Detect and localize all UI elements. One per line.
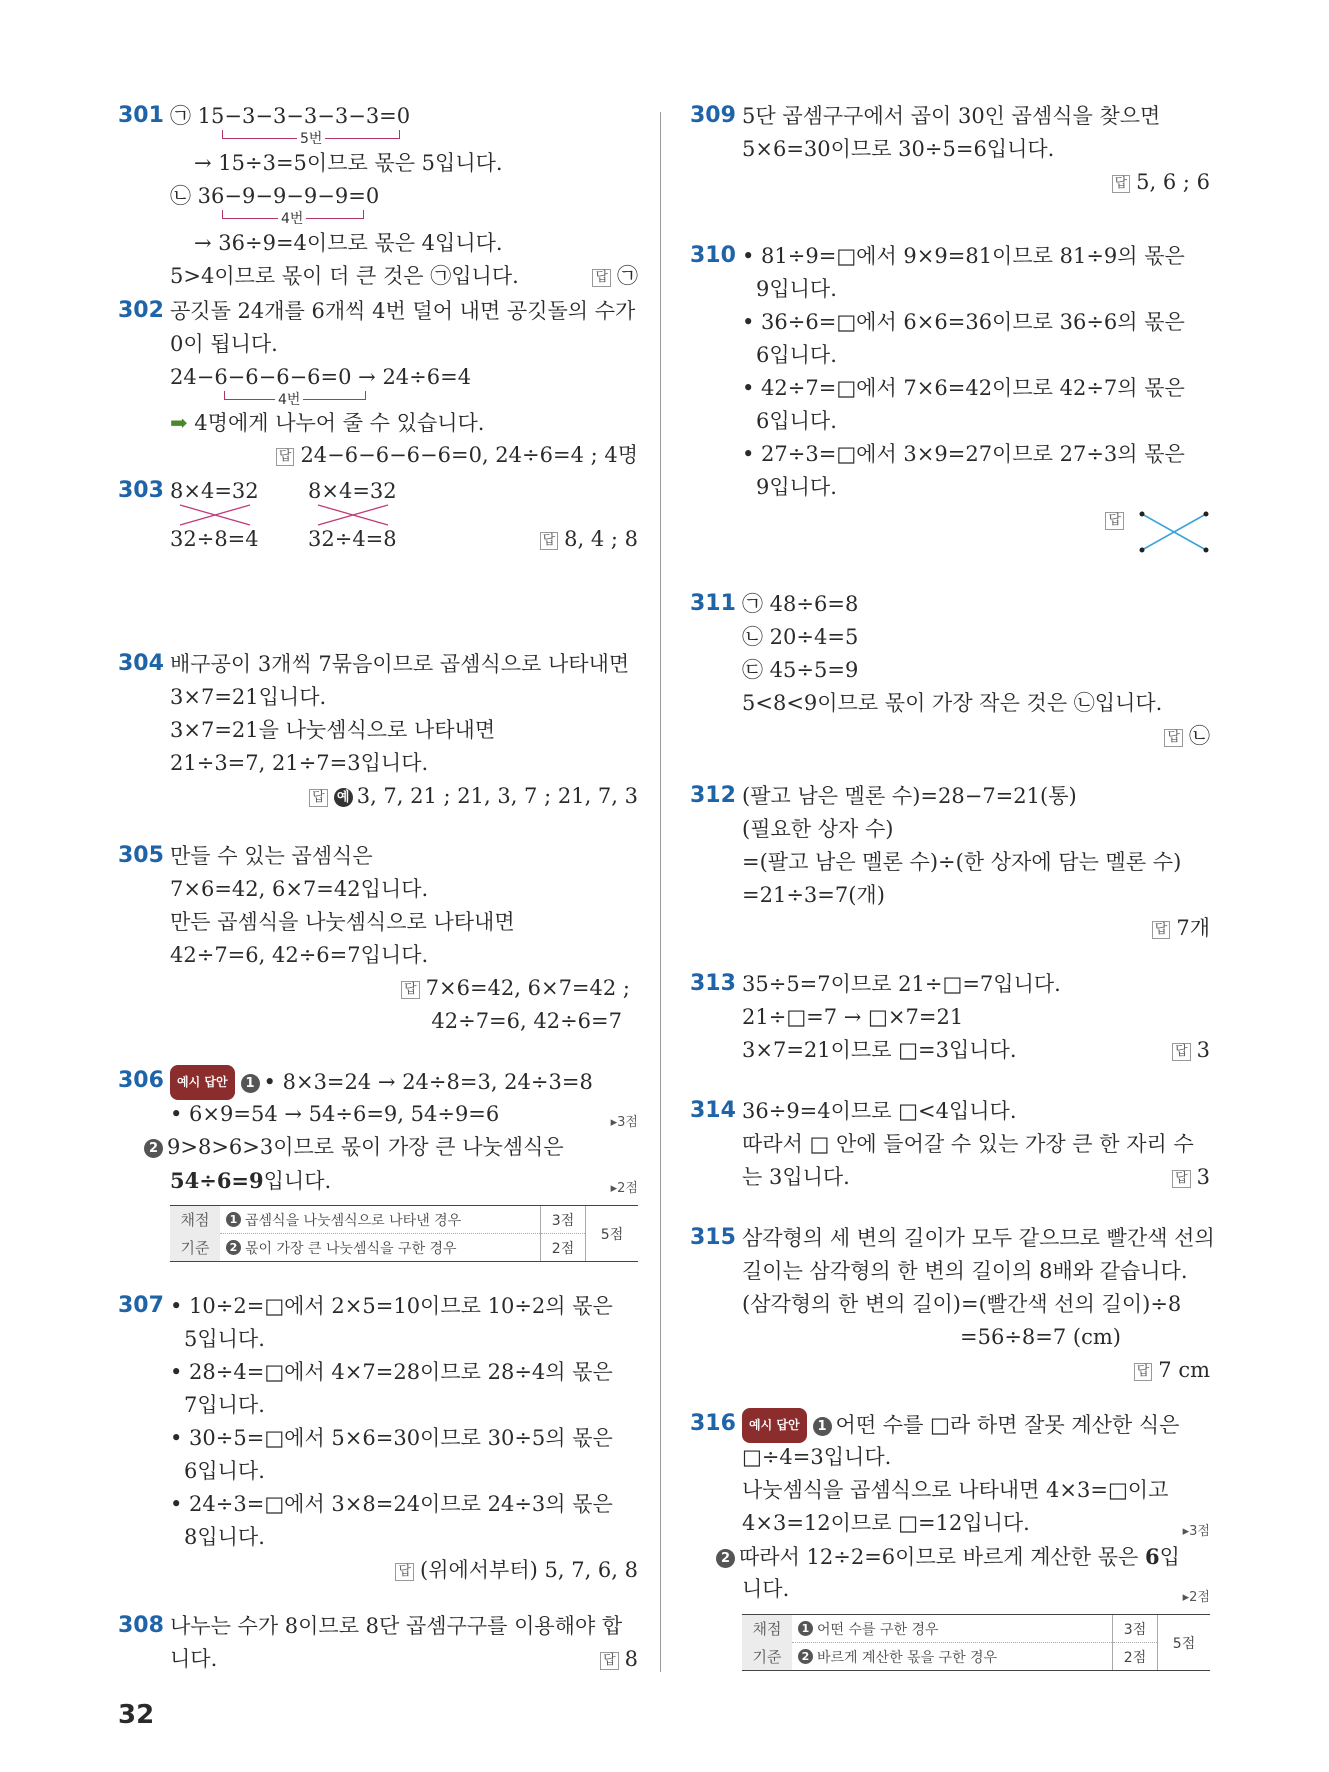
solution-text: 5>4이므로 몫이 더 큰 것은 ㉠입니다. <box>170 264 519 288</box>
solution-text: • 8×3=24 → 24÷8=3, 24÷3=8 <box>263 1070 593 1094</box>
solution-line: 36÷9=4이므로 □<4입니다. <box>742 1099 1017 1123</box>
solution-line: 8입니다. <box>184 1525 265 1549</box>
scoring-label: 채점 <box>170 1206 220 1234</box>
problem-number: 303 <box>118 478 164 503</box>
solution-text: 3×7=21이므로 □=3입니다. <box>742 1038 1017 1062</box>
solution-text: 는 3입니다. <box>742 1165 850 1189</box>
answer-tag: 답 <box>401 981 420 999</box>
criteria-row: 2 몫이 가장 큰 나눗셈식을 구한 경우 <box>220 1234 541 1262</box>
answer-tag: 답 <box>1134 1363 1153 1381</box>
brace-label: 4번 <box>275 389 303 409</box>
problem-number: 310 <box>690 243 736 268</box>
answer-value: ㉡ <box>1189 724 1210 748</box>
criteria-text: 몫이 가장 큰 나눗셈식을 구한 경우 <box>245 1240 457 1257</box>
solution-line: 5입니다. <box>184 1327 265 1351</box>
solution-line: 6입니다. <box>756 343 837 367</box>
equation: 8×4=32 <box>308 479 397 503</box>
solution-line <box>170 260 638 293</box>
answer <box>170 1554 638 1587</box>
solution-line: ㉡ 36−9−9−9−9=0 <box>170 184 380 208</box>
solution-line <box>742 1507 1210 1540</box>
answer-value: (위에서부터) 5, 7, 6, 8 <box>420 1558 638 1582</box>
points: ▸3점 <box>610 1115 638 1130</box>
answer-tag: 답 <box>309 789 328 807</box>
example-answer-badge: 예시 답안 <box>170 1065 235 1100</box>
example-icon: 예 <box>334 788 353 807</box>
solution-line <box>742 1034 1210 1067</box>
solution-text: 입니다. <box>263 1169 332 1193</box>
solution-line: □÷4=3입니다. <box>742 1445 892 1469</box>
solution-line: • 81÷9=□에서 9×9=81이므로 81÷9의 몫은 <box>742 244 1185 268</box>
answer-value: 3, 7, 21 ; 21, 3, 7 ; 21, 7, 3 <box>356 784 638 808</box>
answer-tag: 답 <box>592 269 611 287</box>
answer-tag: 답 <box>1105 512 1124 530</box>
answer <box>170 972 638 1005</box>
solution-text: 4×3=12이므로 □=12입니다. <box>742 1511 1030 1535</box>
answer-cross-diagram <box>1138 510 1210 554</box>
criteria-row: 2 바르게 계산한 몫을 구한 경우 <box>792 1643 1113 1671</box>
answer <box>540 523 638 556</box>
scoring-table <box>742 1614 1210 1671</box>
answer-tag: 답 <box>1172 1043 1191 1061</box>
solution-line: 공깃돌 24개를 6개씩 4번 덜어 내면 공깃돌의 수가 <box>170 299 636 323</box>
points: ▸2점 <box>610 1181 638 1196</box>
key-answer: 54÷6=9 <box>170 1168 264 1193</box>
solution-line <box>170 406 638 439</box>
problem-number: 309 <box>690 103 736 128</box>
problem-number: 314 <box>690 1098 736 1123</box>
criteria-text: 곱셈식을 나눗셈식으로 나타낸 경우 <box>245 1212 462 1229</box>
solution-line: 5×6=30이므로 30÷5=6입니다. <box>742 137 1055 161</box>
scoring-label: 기준 <box>742 1643 792 1671</box>
solution-text: • 6×9=54 → 54÷6=9, 54÷9=6 <box>170 1102 500 1126</box>
solution-line <box>170 1643 638 1676</box>
solution-line: ㉢ 45÷5=9 <box>742 658 859 682</box>
answer <box>170 439 638 472</box>
solution-line: • 24÷3=□에서 3×8=24이므로 24÷3의 몫은 <box>170 1492 613 1516</box>
answer-tag: 답 <box>395 1563 414 1581</box>
scoring-label: 채점 <box>742 1615 792 1643</box>
solution-line: 만들 수 있는 곱셈식은 <box>170 844 373 868</box>
solution-line: 35÷5=7이므로 21÷□=7입니다. <box>742 972 1061 996</box>
answer-tag: 답 <box>1164 729 1183 747</box>
problem-number: 302 <box>118 298 164 323</box>
step-number: 1 <box>813 1417 832 1436</box>
solution-line: 7×6=42, 6×7=42입니다. <box>170 877 429 901</box>
answer-tag: 답 <box>276 448 295 466</box>
criteria-text: 어떤 수를 구한 경우 <box>817 1621 939 1638</box>
answer <box>1172 1034 1210 1067</box>
solution-line: 0이 됩니다. <box>170 332 278 356</box>
solution-line: 21÷3=7, 21÷7=3입니다. <box>170 751 429 775</box>
scoring-label: 기준 <box>170 1234 220 1262</box>
solution-line <box>170 1098 638 1131</box>
points: ▸2점 <box>1182 1590 1210 1605</box>
solution-line: 6입니다. <box>756 409 837 433</box>
page-number: 32 <box>118 1700 155 1730</box>
problem-number: 307 <box>118 1293 164 1318</box>
solution-line: • 30÷5=□에서 5×6=30이므로 30÷5의 몫은 <box>170 1426 613 1450</box>
solution-line <box>742 1408 1210 1441</box>
answer <box>742 504 1210 564</box>
problem-number: 315 <box>690 1225 736 1250</box>
problem-number: 308 <box>118 1613 164 1638</box>
solution-line <box>742 1573 1210 1606</box>
points: ▸3점 <box>1182 1524 1210 1539</box>
solution-line <box>144 1131 638 1164</box>
solution-line: (삼각형의 한 변의 길이)=(빨간색 선의 길이)÷8 <box>742 1292 1182 1316</box>
answer-value: ㉠ <box>617 264 638 288</box>
solution-line: =56÷8=7 (cm) <box>960 1325 1121 1349</box>
solution-line: • 10÷2=□에서 2×5=10이므로 10÷2의 몫은 <box>170 1294 613 1318</box>
solution-line: 42÷7=6, 42÷6=7입니다. <box>170 943 429 967</box>
answer-tag: 답 <box>1152 921 1171 939</box>
solution-line <box>716 1540 1210 1573</box>
answer-value: 8, 4 ; 8 <box>564 527 638 551</box>
column-divider <box>660 112 661 1672</box>
problem-number: 301 <box>118 103 164 128</box>
solution-line: (필요한 상자 수) <box>742 817 894 841</box>
answer-value: 24−6−6−6−6=0, 24÷6=4 ; 4명 <box>300 443 638 467</box>
solution-line: → 15÷3=5이므로 몫은 5입니다. <box>194 151 503 175</box>
criteria-text: 바르게 계산한 몫을 구한 경우 <box>817 1649 998 1666</box>
criteria-points: 2점 <box>1113 1643 1158 1671</box>
solution-line: 길이는 삼각형의 한 변의 길이의 8배와 같습니다. <box>742 1259 1188 1283</box>
solution-line: =21÷3=7(개) <box>742 883 885 907</box>
solution-text: 니다. <box>170 1647 218 1671</box>
solution-line: 삼각형의 세 변의 길이가 모두 같으므로 빨간색 선의 <box>742 1226 1215 1250</box>
criteria-points: 3점 <box>541 1206 586 1234</box>
answer: 42÷7=6, 42÷6=7 <box>431 1009 622 1033</box>
solution-line: =(팔고 남은 멜론 수)÷(한 상자에 담는 멜론 수) <box>742 850 1182 874</box>
criteria-row: 1 어떤 수를 구한 경우 <box>792 1615 1113 1643</box>
solution-line: ㉠ 15−3−3−3−3−3=0 <box>170 104 411 128</box>
brace-label: 4번 <box>278 208 306 228</box>
solution-line: 5단 곱셈구구에서 곱이 30인 곱셈식을 찾으면 <box>742 104 1161 128</box>
answer <box>742 912 1210 945</box>
solution-line: 5<8<9이므로 몫이 가장 작은 것은 ㉡입니다. <box>742 691 1163 715</box>
answer-value: 3 <box>1196 1038 1210 1062</box>
solution-line: • 36÷6=□에서 6×6=36이므로 36÷6의 몫은 <box>742 310 1185 334</box>
answer <box>592 260 638 293</box>
answer-value: 7 cm <box>1158 1358 1210 1382</box>
arrow-icon: ➡ <box>170 410 188 435</box>
problem-number: 304 <box>118 651 164 676</box>
answer <box>742 166 1210 199</box>
example-answer-badge: 예시 답안 <box>742 1408 807 1443</box>
solution-line: 3×7=21을 나눗셈식으로 나타내면 <box>170 718 496 742</box>
solution-line: 만든 곱셈식을 나눗셈식으로 나타내면 <box>170 910 515 934</box>
solution-line: ㉡ 20÷4=5 <box>742 625 859 649</box>
total-points: 5점 <box>586 1206 639 1262</box>
answer-value: 7×6=42, 6×7=42 ; <box>425 976 630 1000</box>
answer-value: 8 <box>624 1647 638 1671</box>
answer <box>1172 1161 1210 1194</box>
solution-line: 9입니다. <box>756 277 837 301</box>
solution-line: 9입니다. <box>756 475 837 499</box>
problem-number: 311 <box>690 591 736 616</box>
criteria-points: 2점 <box>541 1234 586 1262</box>
step-number: 1 <box>241 1074 260 1093</box>
answer-tag: 답 <box>540 532 559 550</box>
total-points: 5점 <box>1158 1615 1211 1671</box>
answer <box>742 720 1210 753</box>
solution-text: 9>8>6>3이므로 몫이 가장 큰 나눗셈식은 <box>167 1135 564 1159</box>
scoring-table <box>170 1205 638 1262</box>
solution-line: • 28÷4=□에서 4×7=28이므로 28÷4의 몫은 <box>170 1360 613 1384</box>
step-number: 2 <box>144 1139 163 1158</box>
solution-line: • 42÷7=□에서 7×6=42이므로 42÷7의 몫은 <box>742 376 1185 400</box>
solution-line: 24−6−6−6−6=0 → 24÷6=4 <box>170 365 472 389</box>
solution-line <box>170 1164 638 1197</box>
answer-tag: 답 <box>1172 1170 1191 1188</box>
solution-line: ㉠ 48÷6=8 <box>742 592 859 616</box>
answer-tag: 답 <box>600 1652 619 1670</box>
answer-value: 3 <box>1196 1165 1210 1189</box>
solution-line: 나누는 수가 8이므로 8단 곱셈구구를 이용해야 합 <box>170 1614 623 1638</box>
answer <box>170 780 638 813</box>
answer <box>600 1643 638 1676</box>
solution-text: 어떤 수를 □라 하면 잘못 계산한 식은 <box>835 1413 1180 1437</box>
solution-line: • 27÷3=□에서 3×9=27이므로 27÷3의 몫은 <box>742 442 1185 466</box>
problem-number: 306 <box>118 1068 164 1093</box>
solution-line: 21÷□=7 → □×7=21 <box>742 1005 964 1029</box>
answer-tag: 답 <box>1112 175 1131 193</box>
equation: 8×4=32 <box>170 479 259 503</box>
problem-number: 312 <box>690 783 736 808</box>
solution-line: → 36÷9=4이므로 몫은 4입니다. <box>194 231 503 255</box>
solution-text: 니다. <box>742 1577 790 1601</box>
solution-line: 6입니다. <box>184 1459 265 1483</box>
solution-line: 3×7=21입니다. <box>170 685 327 709</box>
solution-text: 따라서 12÷2=6이므로 바르게 계산한 몫은 <box>739 1545 1146 1569</box>
solution-line: 따라서 □ 안에 들어갈 수 있는 가장 큰 한 자리 수 <box>742 1132 1194 1156</box>
key-answer: 6 <box>1145 1544 1160 1569</box>
criteria-row: 1 곱셈식을 나눗셈식으로 나타낸 경우 <box>220 1206 541 1234</box>
solution-text: 4명에게 나누어 줄 수 있습니다. <box>194 411 485 435</box>
problem-number: 316 <box>690 1411 736 1436</box>
solution-line: (팔고 남은 멜론 수)=28−7=21(통) <box>742 784 1077 808</box>
solution-line: 나눗셈식을 곱셈식으로 나타내면 4×3=□이고 <box>742 1478 1169 1502</box>
problem-number: 313 <box>690 971 736 996</box>
answer <box>742 1354 1210 1387</box>
step-number: 2 <box>716 1549 735 1568</box>
answer-value: 7개 <box>1176 916 1210 940</box>
solution-line: 배구공이 3개씩 7묶음이므로 곱셈식으로 나타내면 <box>170 652 630 676</box>
solution-line: 7입니다. <box>184 1393 265 1417</box>
criteria-points: 3점 <box>1113 1615 1158 1643</box>
answer-value: 5, 6 ; 6 <box>1136 170 1210 194</box>
brace-label: 5번 <box>297 128 325 148</box>
equation: 32÷8=4 <box>170 527 259 551</box>
solution-line <box>742 1161 1210 1194</box>
solution-line <box>170 1065 638 1098</box>
solution-text: 입 <box>1159 1545 1180 1569</box>
equation: 32÷4=8 <box>308 527 397 551</box>
problem-number: 305 <box>118 843 164 868</box>
